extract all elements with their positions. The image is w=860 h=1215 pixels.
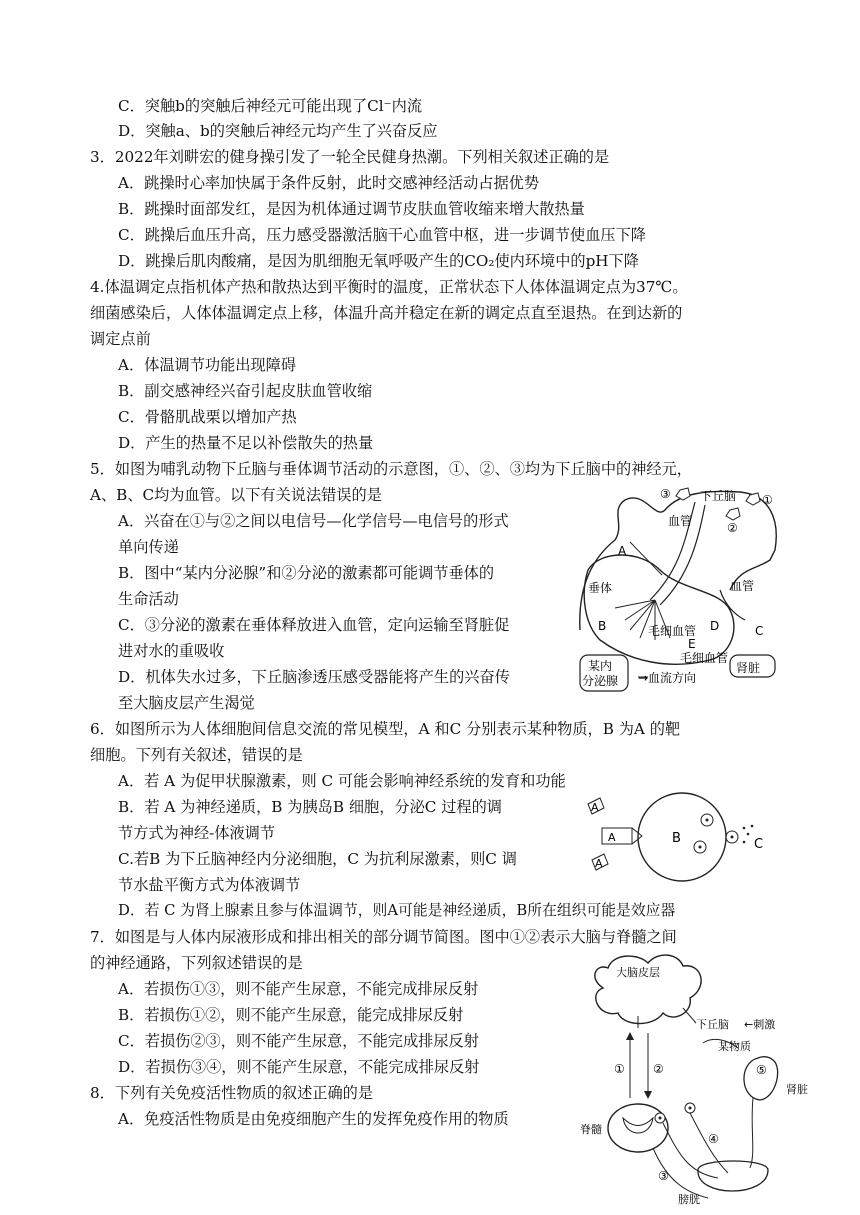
q5-fig-label-c: C [755, 624, 764, 638]
q7-fig-path-5: ⑤ [756, 1063, 767, 1077]
q7-fig-path-4: ④ [708, 1132, 719, 1146]
q6-figure [582, 790, 782, 885]
q7-option-d: D．若损伤③④，则不能产生尿意，不能完成排尿反射 [118, 1058, 480, 1076]
q5-option-b-2: 生命活动 [118, 590, 179, 608]
q5-option-a-1: A．兴奋在①与②之间以电信号—化学信号—电信号的形式 [118, 512, 509, 530]
q6-option-d: D．若 C 为肾上腺素且参与体温调节，则A可能是神经递质，B所在组织可能是效应器 [118, 902, 676, 919]
q6-fig-a-1: A [591, 801, 599, 814]
q6-option-b-2: 节方式为神经-体液调节 [118, 824, 276, 842]
q7-option-c: C．若损伤②③，则不能产生尿意，不能完成排尿反射 [118, 1032, 479, 1050]
q5-fig-label-d: D [710, 619, 720, 633]
q7-fig-stimulus: ←刺激 [744, 1018, 776, 1031]
q5-fig-label-b: B [598, 619, 607, 633]
q7-fig-hypothalamus: 下丘脑 [696, 1018, 729, 1031]
q3-stem: 3．2022年刘畊宏的健身操引发了一轮全民健身热潮。下列相关叙述正确的是 [90, 148, 610, 166]
q7-figure [578, 948, 828, 1208]
q5-fig-blood-flow: →血流方向 [638, 671, 697, 685]
q3-option-a: A．跳操时心率加快属于条件反射，此时交感神经活动占据优势 [118, 174, 540, 192]
q3-option-c: C．跳操后血压升高，压力感受器激活脑干心血管中枢，进一步调节使血压下降 [118, 226, 646, 244]
q5-fig-kidney: 肾脏 [736, 661, 761, 675]
q5-fig-label-e: E [688, 637, 696, 651]
q6-option-b-1: B．若 A 为神经递质，B 为胰岛B 细胞，分泌C 过程的调 [118, 798, 502, 816]
q7-fig-kidney: 肾脏 [786, 1083, 808, 1096]
q2-option-c: C．突触b的突触后神经元可能出现了Cl⁻内流 [118, 97, 423, 115]
q6-fig-c: C [754, 837, 764, 852]
q5-fig-gland-2: 分泌腺 [582, 674, 619, 688]
q5-stem-1: 5．如图为哺乳动物下丘脑与垂体调节活动的示意图，①、②、③均为下丘脑中的神经元， [90, 460, 692, 478]
q7-stem-1: 7．如图是与人体内尿液形成和排出相关的部分调节简图。图中①②表示大脑与脊髓之间 [90, 928, 677, 946]
q5-option-d-2: 至大脑皮层产生渴觉 [118, 694, 255, 712]
q7-option-a: A．若损伤①③，则不能产生尿意，不能完成排尿反射 [118, 980, 479, 998]
q5-option-d-1: D．机体失水过多，下丘脑渗透压感受器能将产生的兴奋传 [118, 668, 510, 686]
q5-option-c-2: 进对水的重吸收 [118, 642, 225, 660]
q5-fig-capillary-1: 毛细血管 [648, 624, 697, 638]
q5-option-c-1: C．③分泌的激素在垂体释放进入血管，定向运输至肾脏促 [118, 616, 510, 634]
q6-fig-a-3: A [608, 831, 616, 844]
q2-option-d: D．突触a、b的突触后神经元均产生了兴奋反应 [118, 122, 438, 140]
q5-fig-vessel-right: 血管 [730, 579, 755, 593]
q7-fig-bladder: 膀胱 [678, 1193, 700, 1206]
q7-fig-cortex: 大脑皮层 [616, 966, 660, 979]
q6-fig-b: B [672, 831, 681, 846]
q5-fig-pituitary: 垂体 [588, 581, 613, 595]
q5-fig-hypothalamus: 下丘脑 [700, 489, 737, 503]
q7-fig-path-1: ① [614, 1062, 625, 1076]
q5-figure [570, 480, 790, 700]
q4-stem-1: 4.体温调定点指机体产热和散热达到平衡时的温度，正常状态下人体体温调定点为37℃。 [90, 278, 688, 296]
q5-fig-capillary-2: 毛细血管 [680, 651, 729, 665]
q5-fig-label-a: A [618, 544, 627, 558]
q4-option-a: A．体温调节功能出现障碍 [118, 356, 297, 374]
q7-fig-spinal: 脊髓 [580, 1123, 602, 1136]
q6-stem-2: 细胞。下列有关叙述，错误的是 [90, 746, 303, 764]
q5-fig-neuron-1: ① [762, 493, 773, 507]
q8-option-a: A．免疫活性物质是由免疫细胞产生的发挥免疫作用的物质 [118, 1110, 509, 1128]
q5-fig-gland-1: 某内 [588, 659, 613, 673]
q4-option-c: C．骨骼肌战栗以增加产热 [118, 408, 297, 426]
q5-fig-neuron-3: ③ [660, 487, 671, 501]
q3-option-d: D．跳操后肌肉酸痛，是因为肌细胞无氧呼吸产生的CO₂使内环境中的pH下降 [118, 252, 639, 270]
q6-option-a: A．若 A 为促甲状腺激素，则 C 可能会影响神经系统的发育和功能 [118, 772, 566, 790]
q8-stem: 8．下列有关免疫活性物质的叙述正确的是 [90, 1084, 374, 1102]
q3-option-b: B．跳操时面部发红，是因为机体通过调节皮肤血管收缩来增大散热量 [118, 200, 585, 218]
q4-stem-3: 调定点前 [90, 330, 151, 348]
q7-fig-path-3: ③ [658, 1169, 669, 1183]
q5-fig-vessel-top: 血管 [668, 514, 693, 528]
q6-option-c-1: C.若B 为下丘脑神经内分泌细胞，C 为抗利尿激素，则C 调 [118, 850, 517, 868]
q5-fig-neuron-2: ② [727, 521, 738, 535]
q5-stem-2: A、B、C均为血管。以下有关说法错误的是 [90, 486, 382, 504]
q5-option-b-1: B．图中“某内分泌腺”和②分泌的激素都可能调节垂体的 [118, 564, 495, 582]
q6-fig-a-2: A [595, 857, 603, 870]
q6-stem-1: 6．如图所示为人体细胞间信息交流的常见模型，A 和C 分别表示某种物质，B 为A 的靶 [90, 720, 681, 738]
q4-option-d: D．产生的热量不足以补偿散失的热量 [118, 434, 374, 452]
q7-option-b: B．若损伤①②，则不能产生尿意，能完成排尿反射 [118, 1006, 464, 1024]
q6-option-c-2: 节水盐平衡方式为体液调节 [118, 876, 301, 894]
q7-stem-2: 的神经通路，下列叙述错误的是 [90, 954, 303, 972]
q7-fig-path-2: ② [653, 1062, 664, 1076]
q7-fig-substance: 某物质 [718, 1040, 751, 1053]
q4-option-b: B．副交感神经兴奋引起皮肤血管收缩 [118, 382, 373, 400]
q4-stem-2: 细菌感染后，人体体温调定点上移，体温升高并稳定在新的调定点直至退热。在到达新的 [90, 304, 683, 322]
q5-option-a-2: 单向传递 [118, 538, 179, 556]
